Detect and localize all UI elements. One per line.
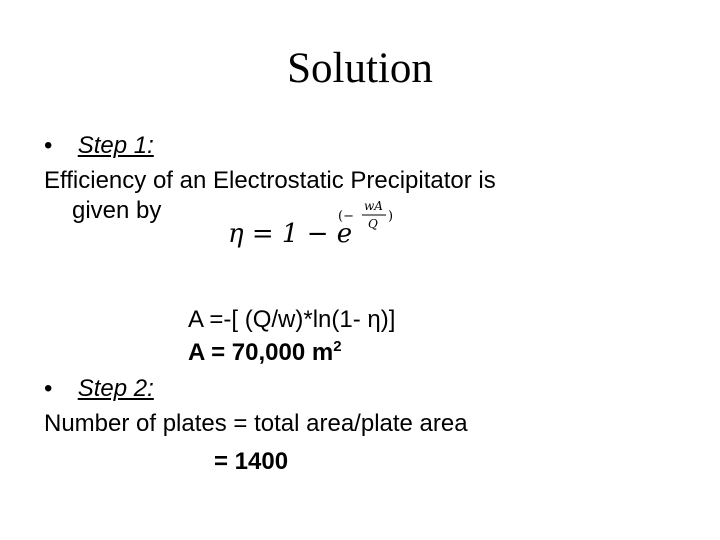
step1-bullet: • (44, 132, 53, 159)
area-result (188, 338, 342, 367)
step1-line2: given by (72, 197, 162, 224)
area-result-exponent: 2 (333, 338, 342, 355)
step2-result: = 1400 (214, 448, 289, 475)
step1-label: Step 1: (77, 132, 154, 159)
step2-heading (44, 374, 154, 403)
slide-title: Solution (287, 45, 433, 92)
step1-heading (44, 131, 154, 160)
formula-lhs: η = 1 − e (228, 219, 353, 249)
formula-exp-close: ) (388, 209, 394, 224)
step1-line1: Efficiency of an Electrostatic Precipitator is (44, 167, 496, 194)
formula-numerator: wA (364, 199, 383, 213)
efficiency-formula (220, 194, 420, 254)
step2-bullet: • (44, 375, 53, 402)
formula-denominator: Q (368, 217, 378, 231)
step2-line1: Number of plates = total area/plate area (44, 410, 468, 437)
formula-exp-open: (− (338, 209, 354, 224)
area-formula: A =-[ (Q/w)*ln(1- η)] (188, 306, 396, 333)
step2-label: Step 2: (77, 375, 154, 402)
area-result-text: A = 70,000 m (188, 339, 334, 366)
